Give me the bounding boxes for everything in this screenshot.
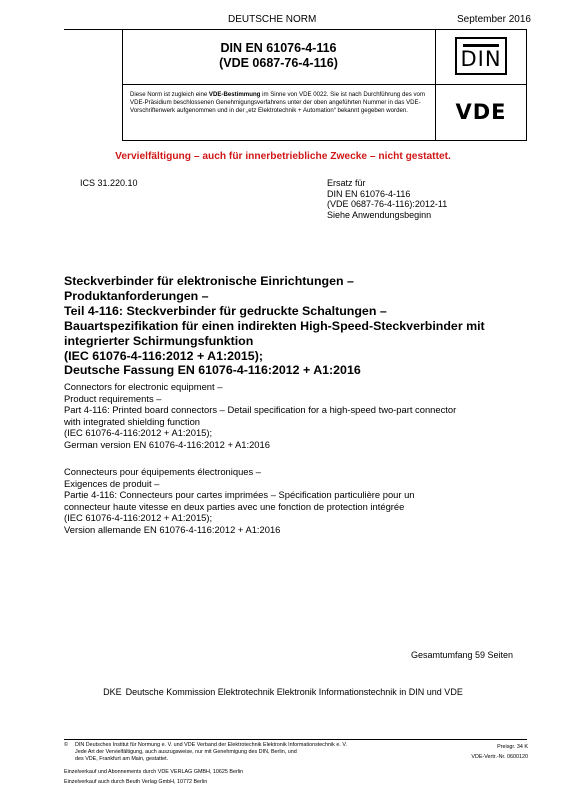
- vde-note: [130, 91, 428, 115]
- title-line: with integrated shielding function: [64, 415, 201, 427]
- din-logo: [455, 37, 507, 75]
- vde-note-prefix: Diese Norm ist zugleich eine: [130, 91, 209, 98]
- divider: [122, 140, 527, 141]
- norm-number: DIN EN 61076-4-116: [220, 41, 337, 55]
- title-line: German version EN 61076-4-116:2012 + A1:2016: [64, 438, 270, 450]
- vde-logo: VDE: [455, 100, 507, 124]
- title-line: connecteur haute vitesse en deux parties avec une fonction de protection intégrée: [64, 500, 405, 512]
- header-label: DEUTSCHE NORM: [228, 14, 317, 25]
- publication-date: September 2016: [457, 14, 531, 25]
- copyright-line: des VDE, Frankfurt am Main, gestattet.: [75, 756, 169, 763]
- title-line: Bauartspezifikation für einen indirekten High-Speed-Steckverbinder mit: [64, 318, 485, 333]
- title-line: Teil 4-116: Steckverbinder für gedruckte Schaltungen –: [64, 303, 387, 318]
- replaces-line: DIN EN 61076-4-116: [327, 188, 411, 199]
- dke-abbreviation: DKE: [103, 687, 122, 697]
- vde-order-number: VDE-Vertr.-Nr. 0600120: [471, 754, 528, 760]
- title-line: (IEC 61076-4-116:2012 + A1:2015);: [64, 512, 213, 524]
- vde-number: (VDE 0687-76-4-116): [219, 56, 338, 70]
- vde-note-rest: im Sinne von VDE 0022. Sie ist nach Durchführung des vom VDE-Präsidium beschlossenen Genehmigungsverfahrens unter der oben angeführten Nummer in das VDE-Vorschriftenwerk aufgenommen und in der „etz Elektrotechnik + Automation“ bekannt gegeben worden.: [130, 91, 426, 115]
- replaces-line: (VDE 0687-76-4-116):2012-11: [327, 199, 448, 209]
- title-line: Version allemande EN 61076-4-116:2012 + A1:2016: [64, 523, 281, 535]
- din-logo-text: DIN: [460, 47, 502, 71]
- title-french: [64, 466, 534, 536]
- dke-line: [0, 687, 566, 697]
- title-line: (IEC 61076-4-116:2012 + A1:2015);: [64, 427, 213, 439]
- copyright-symbol: ©: [64, 742, 68, 748]
- vde-note-bold: VDE-Bestimmung: [208, 91, 261, 98]
- divider: [122, 84, 527, 85]
- dke-full-name: Deutsche Kommission Elektrotechnik Elektronik Informationstechnik in DIN und VDE: [125, 687, 463, 697]
- replaces-block: [327, 178, 447, 220]
- price-block: [440, 742, 528, 762]
- title-line: Product requirements –: [64, 392, 162, 404]
- price-group: Preisgr. 34 K: [497, 744, 528, 750]
- title-line: Partie 4-116: Connecteurs pour cartes imprimées – Spécification particulière pour un: [64, 489, 415, 501]
- footer-rule: [64, 739, 527, 740]
- title-line: Deutsche Fassung EN 61076-4-116:2012 + A1:2016: [64, 363, 361, 378]
- title-line: Steckverbinder für elektronische Einrichtungen –: [64, 274, 354, 288]
- sales-vde: Einzelverkauf und Abonnements durch VDE VERLAG GMBH, 10625 Berlin: [64, 769, 244, 775]
- replaces-line: Ersatz für: [327, 178, 366, 188]
- divider: [435, 29, 436, 141]
- title-german: [64, 274, 526, 378]
- divider: [526, 29, 527, 141]
- copyright-line: DIN Deutsches Institut für Normung e. V. und VDE Verband der Elektrotechnik Elektronik Informationstechnik e. V.: [75, 742, 347, 748]
- ics-code: ICS 31.220.10: [80, 178, 138, 188]
- title-line: (IEC 61076-4-116:2012 + A1:2015);: [64, 348, 263, 363]
- replaces-line: Siehe Anwendungsbeginn: [327, 209, 432, 220]
- norm-title: [122, 41, 435, 71]
- title-line: Exigences de produit –: [64, 477, 160, 489]
- title-line: Connecteurs pour équipements électroniques –: [64, 466, 261, 477]
- header-box: [122, 29, 527, 141]
- title-english: [64, 381, 534, 451]
- sales-beuth: Einzelverkauf auch durch Beuth Verlag GmbH, 10772 Berlin: [64, 779, 208, 785]
- title-line: Produktanforderungen –: [64, 288, 209, 303]
- title-line: integrierter Schirmungsfunktion: [64, 333, 254, 348]
- title-line: Part 4-116: Printed board connectors – Detail specification for a high-speed two-part connector: [64, 404, 457, 416]
- copy-warning: Vervielfältigung – auch für innerbetriebliche Zwecke – nicht gestattet.: [115, 151, 451, 162]
- title-line: Connectors for electronic equipment –: [64, 381, 223, 392]
- copyright-line: Jede Art der Vervielfältigung, auch auszugsweise, nur mit Genehmigung des DIN, Berlin, und: [75, 749, 297, 756]
- total-pages: Gesamtumfang 59 Seiten: [411, 650, 514, 660]
